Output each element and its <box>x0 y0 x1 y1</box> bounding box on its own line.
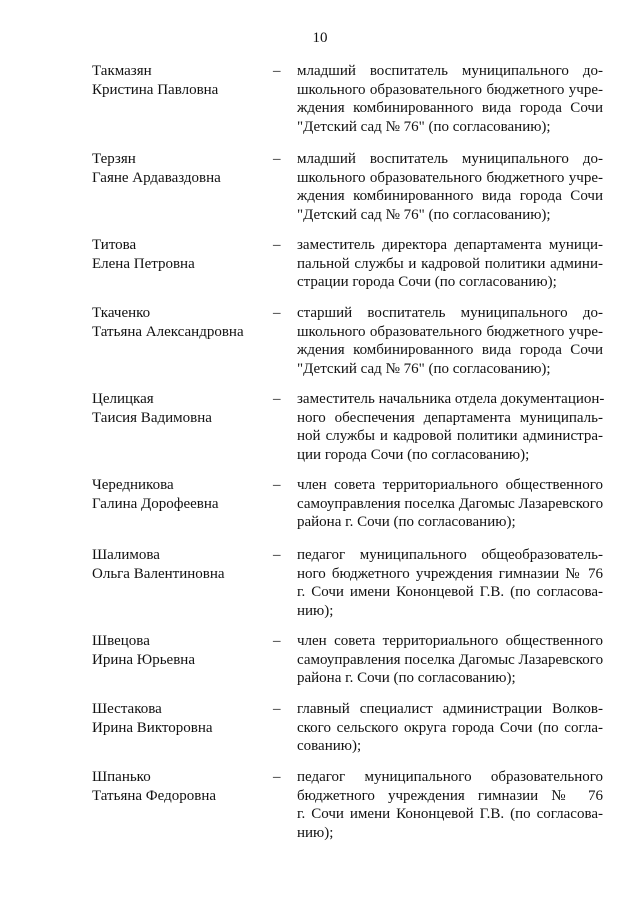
position-line: "Детский сад № 76" (по согласованию); <box>297 360 551 377</box>
position-line: ждения комбинированного вида города Сочи <box>297 188 603 204</box>
dash-separator: – <box>273 547 281 563</box>
position-line: член совета территориального общественного <box>297 633 603 649</box>
given-names: Ирина Викторовна <box>92 720 213 736</box>
person-name <box>92 304 272 342</box>
person-name <box>92 150 272 188</box>
given-names: Кристина Павловна <box>92 82 219 98</box>
dash-separator: – <box>273 391 281 407</box>
dash-separator: – <box>273 701 281 717</box>
position-line: главный специалист администрации Волков- <box>297 701 603 717</box>
position-line: бюджетного учреждения гимназии № 76 <box>297 787 603 804</box>
position-line: младший воспитатель муниципального до- <box>297 63 603 79</box>
page-number: 10 <box>312 30 328 46</box>
given-names: Ольга Валентиновна <box>92 566 225 582</box>
position-line: ждения комбинированного вида города Сочи <box>297 342 603 358</box>
person-name <box>92 390 272 428</box>
dash-separator: – <box>273 237 281 253</box>
position-line: ной службы и кадровой политики администра- <box>297 428 603 444</box>
position-line: педагог муниципального образовательного <box>297 769 603 785</box>
position-line: член совета территориального общественного <box>297 477 603 493</box>
surname: Ткаченко <box>92 305 151 321</box>
surname: Чередникова <box>92 477 174 493</box>
position-line: "Детский сад № 76" (по согласованию); <box>297 206 551 223</box>
position-description <box>297 546 603 620</box>
position-line: нию); <box>297 824 334 841</box>
given-names: Елена Петровна <box>92 256 195 272</box>
position-line: ции города Сочи (по согласованию); <box>297 446 530 463</box>
dash-separator: – <box>273 151 281 167</box>
position-line: старший воспитатель муниципального до- <box>297 305 603 321</box>
position-line: ского сельского округа города Сочи (по согла- <box>297 719 603 736</box>
position-line: ного обеспечения департамента муниципаль- <box>297 409 603 426</box>
position-line: самоуправления поселка Дагомыс Лазаревского <box>297 651 604 668</box>
given-names: Галина Дорофеевна <box>92 496 219 512</box>
dash-separator: – <box>273 477 281 493</box>
position-line: школьного образовательного бюджетного учре- <box>297 323 603 340</box>
given-names: Гаяне Ардаваздовна <box>92 170 221 186</box>
position-description <box>297 632 603 688</box>
given-names: Татьяна Александровна <box>92 324 244 340</box>
position-line: г. Сочи имени Кононцевой Г.В. (по согласова- <box>297 806 603 822</box>
position-line: школьного образовательного бюджетного учре- <box>297 169 603 186</box>
position-line: ждения комбинированного вида города Сочи <box>297 100 603 116</box>
position-description <box>297 390 603 464</box>
given-names: Татьяна Федоровна <box>92 788 216 804</box>
surname: Такмазян <box>92 63 152 79</box>
position-line: младший воспитатель муниципального до- <box>297 151 603 167</box>
surname: Шпанько <box>92 769 151 785</box>
given-names: Ирина Юрьевна <box>92 652 195 668</box>
dash-separator: – <box>273 769 281 785</box>
position-line: района г. Сочи (по согласованию); <box>297 670 516 686</box>
surname: Терзян <box>92 151 136 167</box>
surname: Шалимова <box>92 547 160 563</box>
person-name <box>92 546 272 584</box>
surname: Целицкая <box>92 391 154 407</box>
position-line: сованию); <box>297 738 362 754</box>
position-description <box>297 768 603 842</box>
position-description <box>297 476 603 532</box>
position-line: заместитель директора департамента муници- <box>297 237 603 253</box>
position-line: ного бюджетного учреждения гимназии № 76 <box>297 565 603 582</box>
person-name <box>92 700 272 738</box>
position-line: педагог муниципального общеобразователь- <box>297 547 603 563</box>
dash-separator: – <box>273 63 281 79</box>
position-line: нию); <box>297 602 334 619</box>
surname: Швецова <box>92 633 150 649</box>
position-description <box>297 62 603 136</box>
given-names: Таисия Вадимовна <box>92 410 212 426</box>
position-description <box>297 150 603 224</box>
dash-separator: – <box>273 633 281 649</box>
person-name <box>92 632 272 670</box>
position-description <box>297 236 603 292</box>
person-name <box>92 768 272 806</box>
position-description <box>297 700 603 756</box>
position-line: "Детский сад № 76" (по согласованию); <box>297 118 551 135</box>
dash-separator: – <box>273 305 281 321</box>
position-line: страции города Сочи (по согласованию); <box>297 274 557 290</box>
person-name <box>92 476 272 514</box>
position-line: г. Сочи имени Кононцевой Г.В. (по согласова- <box>297 584 603 600</box>
person-name <box>92 62 272 100</box>
position-line: заместитель начальника отдела документацион- <box>297 391 605 407</box>
person-name <box>92 236 272 274</box>
position-line: школьного образовательного бюджетного учре- <box>297 81 603 98</box>
surname: Шестакова <box>92 701 162 717</box>
position-line: пальной службы и кадровой политики админи- <box>297 255 603 272</box>
surname: Титова <box>92 237 137 253</box>
position-line: района г. Сочи (по согласованию); <box>297 514 516 530</box>
position-line: самоуправления поселка Дагомыс Лазаревского <box>297 495 604 512</box>
position-description <box>297 304 603 378</box>
